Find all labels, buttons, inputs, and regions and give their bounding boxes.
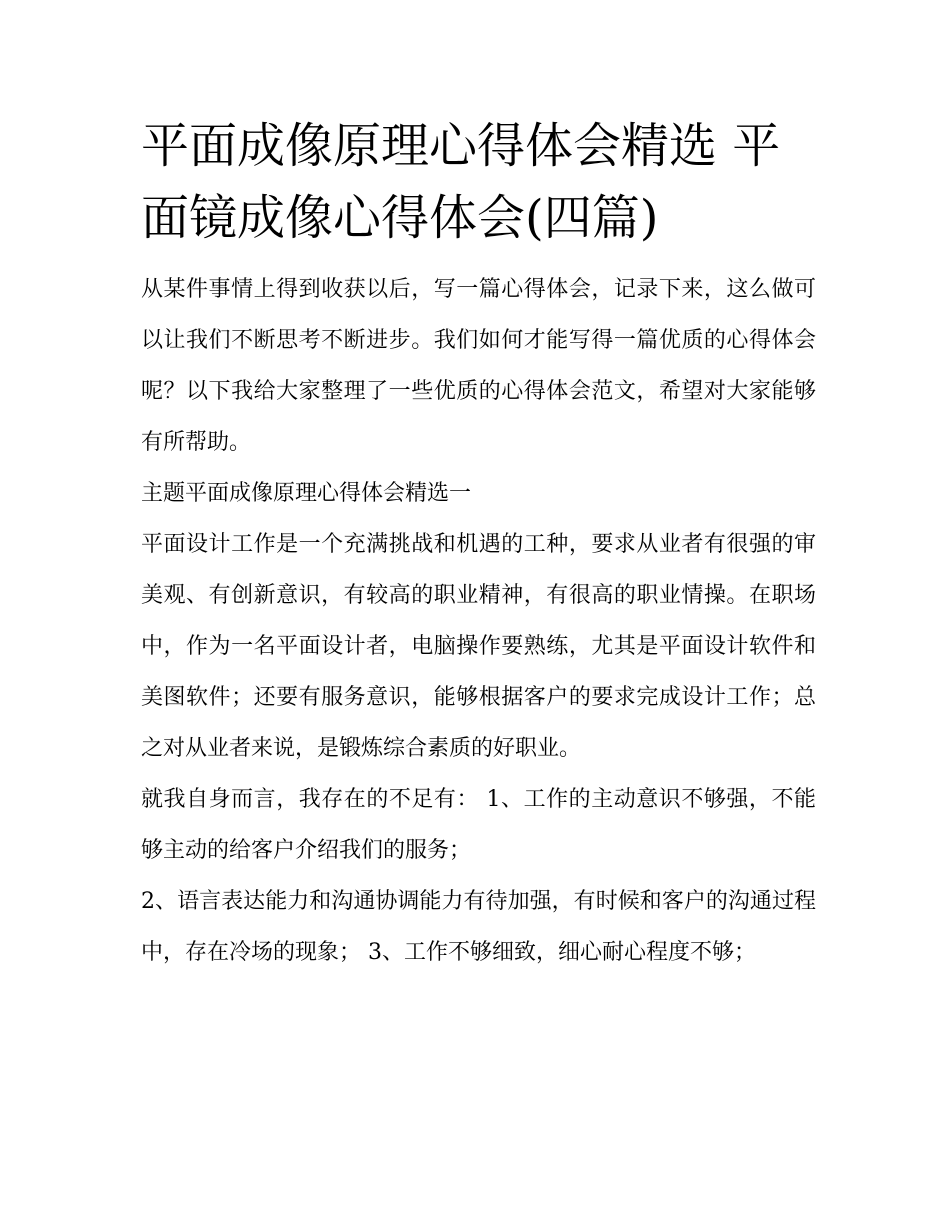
document-title: 平面成像原理心得体会精选 平面镜成像心得体会(四篇) bbox=[141, 118, 781, 246]
body-paragraph: 就我自身而言，我存在的不足有： 1、工作的主动意识不够强，不能够主动的给客户介绍我们的服务； bbox=[141, 787, 816, 863]
body-paragraph: 2、语言表达能力和沟通协调能力有待加强，有时候和客户的沟通过程中，存在冷场的现象； 3、工作不够细致，细心耐心程度不够； bbox=[141, 889, 816, 965]
body-paragraph: 平面设计工作是一个充满挑战和机遇的工种，要求从业者有很强的审美观、有创新意识，有较高的职业精神，有很高的职业情操。在职场中，作为一名平面设计者，电脑操作要熟练，尤其是平面设计软件和美图软件；还要有服务意识，能够根据客户的要求完成设计工作；总之对从业者来说，是锻炼综合素质的好职业。 bbox=[141, 532, 816, 761]
document-page bbox=[141, 110, 816, 978]
section-heading: 主题平面成像原理心得体会精选一 bbox=[141, 481, 472, 506]
intro-paragraph: 从某件事情上得到收获以后，写一篇心得体会，记录下来，这么做可以让我们不断思考不断进步。我们如何才能写得一篇优质的心得体会呢？以下我给大家整理了一些优质的心得体会范文，希望对大家能够有所帮助。 bbox=[141, 277, 816, 455]
